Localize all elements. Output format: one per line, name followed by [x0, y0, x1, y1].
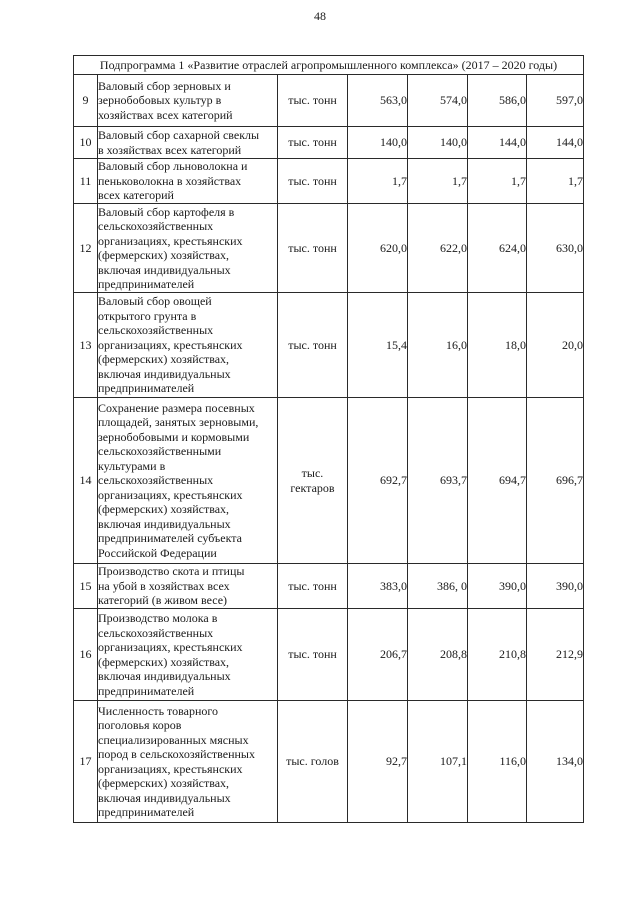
table-row: [74, 293, 584, 398]
row-number: 14: [74, 398, 98, 564]
value-year-4: 630,0: [527, 204, 584, 293]
value-year-2: 208,8: [408, 609, 468, 701]
value-year-4: 212,9: [527, 609, 584, 701]
table-row: [74, 204, 584, 293]
unit-cell: тыс. голов: [278, 701, 348, 823]
unit-cell: тыс. тонн: [278, 609, 348, 701]
value-year-3: 1,7: [468, 159, 527, 204]
value-year-3: 210,8: [468, 609, 527, 701]
value-year-4: 597,0: [527, 75, 584, 127]
value-year-3: 18,0: [468, 293, 527, 398]
indicator-name: Производство скота и птицы на убой в хозяйствах всех категорий (в живом весе): [98, 564, 278, 609]
value-year-3: 116,0: [468, 701, 527, 823]
unit-cell: тыс. тонн: [278, 159, 348, 204]
row-number: 15: [74, 564, 98, 609]
value-year-4: 134,0: [527, 701, 584, 823]
value-year-3: 144,0: [468, 127, 527, 159]
row-number: 10: [74, 127, 98, 159]
row-number: 17: [74, 701, 98, 823]
unit-cell: тыс. тонн: [278, 204, 348, 293]
value-year-4: 696,7: [527, 398, 584, 564]
value-year-1: 92,7: [348, 701, 408, 823]
value-year-1: 140,0: [348, 127, 408, 159]
indicator-name: Численность товарного поголовья коров специализированных мясных пород в сельскохозяйственных организациях, крестьянских (фермерских) хозяйствах, включая индивидуальных предпринимателей: [98, 701, 278, 823]
value-year-4: 1,7: [527, 159, 584, 204]
table-row: [74, 127, 584, 159]
table-row: [74, 75, 584, 127]
table-row: [74, 609, 584, 701]
row-number: 12: [74, 204, 98, 293]
value-year-1: 15,4: [348, 293, 408, 398]
value-year-1: 563,0: [348, 75, 408, 127]
value-year-2: 107,1: [408, 701, 468, 823]
unit-cell: тыс. тонн: [278, 293, 348, 398]
value-year-3: 694,7: [468, 398, 527, 564]
value-year-4: 20,0: [527, 293, 584, 398]
indicator-name: Производство молока в сельскохозяйственных организациях, крестьянских (фермерских) хозяйствах, включая индивидуальных предпринимателей: [98, 609, 278, 701]
row-number: 16: [74, 609, 98, 701]
value-year-2: 574,0: [408, 75, 468, 127]
value-year-1: 1,7: [348, 159, 408, 204]
indicator-name: Валовый сбор сахарной свеклы в хозяйствах всех категорий: [98, 127, 278, 159]
table-row: [74, 564, 584, 609]
indicator-name: Валовый сбор овощей открытого грунта в сельскохозяйственных организациях, крестьянских (фермерских) хозяйствах, включая индивидуальных предпринимателей: [98, 293, 278, 398]
indicator-name: Валовый сбор льноволокна и пеньковолокна в хозяйствах всех категорий: [98, 159, 278, 204]
page-number: 48: [314, 9, 326, 23]
unit-cell: тыс. тонн: [278, 127, 348, 159]
value-year-2: 622,0: [408, 204, 468, 293]
subprogram-title: Подпрограмма 1 «Развитие отраслей агропромышленного комплекса» (2017 – 2020 годы): [74, 56, 584, 75]
value-year-2: 16,0: [408, 293, 468, 398]
value-year-4: 390,0: [527, 564, 584, 609]
value-year-3: 390,0: [468, 564, 527, 609]
table-row: [74, 398, 584, 564]
value-year-3: 624,0: [468, 204, 527, 293]
row-number: 13: [74, 293, 98, 398]
unit-cell: тыс. гектаров: [278, 398, 348, 564]
value-year-3: 586,0: [468, 75, 527, 127]
value-year-2: 693,7: [408, 398, 468, 564]
value-year-1: 692,7: [348, 398, 408, 564]
indicator-name: Валовый сбор зерновых и зернобобовых культур в хозяйствах всех категорий: [98, 75, 278, 127]
value-year-4: 144,0: [527, 127, 584, 159]
table-row: [74, 701, 584, 823]
unit-cell: тыс. тонн: [278, 75, 348, 127]
row-number: 11: [74, 159, 98, 204]
value-year-1: 620,0: [348, 204, 408, 293]
unit-cell: тыс. тонн: [278, 564, 348, 609]
table-row: [74, 159, 584, 204]
value-year-2: 1,7: [408, 159, 468, 204]
indicators-table: [73, 55, 584, 823]
value-year-1: 206,7: [348, 609, 408, 701]
indicator-name: Сохранение размера посевных площадей, занятых зерновыми, зернобобовыми и кормовыми сельскохозяйственными культурами в сельскохозяйственных организациях, крестьянских (фермерских) хозяйствах, включая индивидуальных предпринимателей субъекта Российской Федерации: [98, 398, 278, 564]
subprogram-header-row: [74, 56, 584, 75]
value-year-1: 383,0: [348, 564, 408, 609]
row-number: 9: [74, 75, 98, 127]
value-year-2: 386, 0: [408, 564, 468, 609]
indicator-name: Валовый сбор картофеля в сельскохозяйственных организациях, крестьянских (фермерских) хозяйствах, включая индивидуальных предпринимателей: [98, 204, 278, 293]
value-year-2: 140,0: [408, 127, 468, 159]
